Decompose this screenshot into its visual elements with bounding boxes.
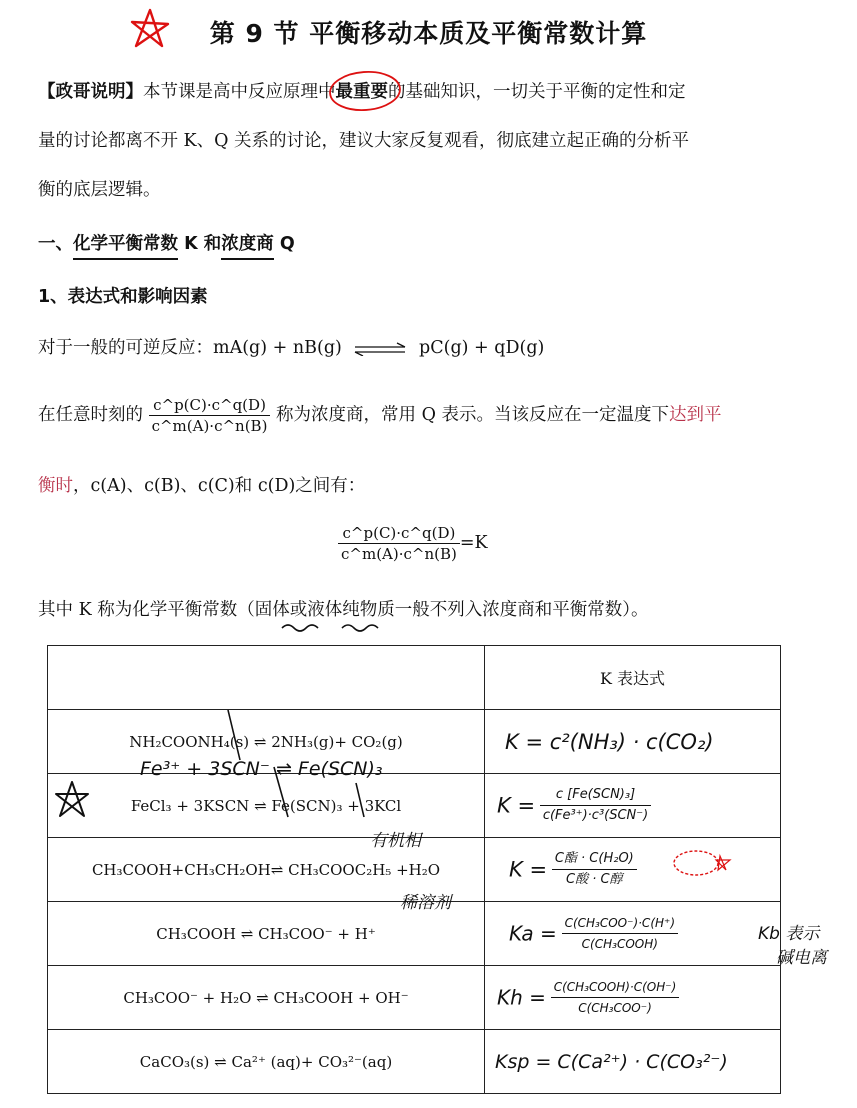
- general-reaction: 对于一般的可逆反应：mA(g) + nB(g) pC(g) + qD(g): [38, 338, 545, 358]
- intro-tag: 【政哥说明】: [38, 82, 143, 102]
- heading-underlined-a: 化学平衡常数: [73, 234, 178, 260]
- k-expression-cell: Ka = $\frac{\text{C(CH₃COO⁻)·C(H⁺)}}{\text{C(CH₃COOH)}}$: [485, 902, 781, 966]
- q-fraction: $\frac{c\^{}p(C)\cdot c\^{}q(D)}{c\^{}m(A)\cdot c\^{}n(B)}$: [149, 396, 271, 435]
- reaction-cell: FeCl₃ + 3KSCN ⇌ Fe(SCN)₃ + 3KCl: [48, 774, 485, 838]
- reaction-cell: CH₃COOH ⇌ CH₃COO⁻ + H⁺: [48, 902, 485, 966]
- hand-drawn-star-icon: [52, 778, 92, 820]
- reaction-cell: NH₂COONH₄(s) ⇌ 2NH₃(g)+ CO₂(g): [48, 710, 485, 774]
- intro-line3: 衡的底层逻辑。: [38, 180, 161, 200]
- intro-paragraph: [38, 80, 828, 108]
- handwritten-note-solvent: 稀溶剂: [400, 893, 451, 913]
- k-expression-cell: K = $\frac{\text{c [Fe(SCN)₃]}}{\text{c(Fe³⁺)·c³(SCN⁻)}}$: [485, 774, 781, 838]
- strike-marks-icon: [218, 705, 368, 825]
- handwritten-ionic-equation: Fe³⁺ + 3SCN⁻ ⇌ Fe(SCN)₃: [140, 758, 383, 780]
- table-row: [48, 1030, 781, 1094]
- k-expression-table: [47, 645, 781, 1094]
- k-definition: 其中 K 称为化学平衡常数（固体或液体纯物质一般不列入浓度商和平衡常数）。: [38, 600, 649, 620]
- reaction-cell: CaCO₃(s) ⇌ Ca²⁺ (aq)+ CO₃²⁻(aq): [48, 1030, 485, 1094]
- q-definition-line2: 衡时，c(A)、c(B)、c(C)和 c(D)之间有：: [38, 476, 366, 496]
- k-equation: $\frac{c\^{}p(C)\cdot c\^{}q(D)}{c\^{}m(A)\cdot c\^{}n(B)}$ =K: [338, 524, 488, 563]
- reaction-cell: CH₃COO⁻ + H₂O ⇌ CH₃COOH + OH⁻: [48, 966, 485, 1030]
- k-expression-cell: K = c²(NH₃) · c(CO₂): [485, 710, 781, 774]
- heading-underlined-b: 浓度商: [221, 234, 274, 260]
- table-header-cell: [48, 646, 485, 710]
- equilibrium-arrow-icon: [353, 342, 407, 356]
- hand-drawn-circle-icon: [672, 848, 732, 878]
- intro-text2: 的基础知识，一切关于平衡的定性和定: [388, 82, 686, 102]
- section-heading: 一、化学平衡常数 K 和浓度商 Q: [38, 230, 295, 255]
- intro-line2: 量的讨论都离不开 K、Q 关系的讨论，建议大家反复观看，彻底建立起正确的分析平: [38, 131, 690, 151]
- subsection-heading: 1、表达式和影响因素: [38, 287, 208, 307]
- k-expression-cell: K = $\frac{\text{C酯 · C(H₂O)}}{\text{C酸 · C醇}}$: [485, 838, 781, 902]
- q-definition: 在任意时刻的 $\frac{c\^{}p(C)\cdot c\^{}q(D)}{c\^{}m(A)\cdot c\^{}n(B)}$ 称为浓度商，常用 Q 表示。当该反应在一定温度下达到平: [38, 396, 722, 435]
- k-expression-cell: Kh = $\frac{\text{C(CH₃COOH)·C(OH⁻)}}{\text{C(CH₃COO⁻)}}$: [485, 966, 781, 1030]
- handwritten-note-kb: Kb 表示 碱电离: [758, 924, 827, 968]
- k-expression-cell: Ksp = C(Ca²⁺) · C(CO₃²⁻): [485, 1030, 781, 1094]
- page-title: 第 9 节 平衡移动本质及平衡常数计算: [209, 19, 648, 48]
- reaction-cell: CH₃COOH+CH₃CH₂OH⇌ CH₃COOC₂H₅ +H₂O: [48, 838, 485, 902]
- table-row: [48, 966, 781, 1030]
- intro-emphasis: 最重要: [336, 80, 389, 104]
- intro-text1: 本节课是高中反应原理中: [143, 82, 336, 102]
- table-header-row: [48, 646, 781, 710]
- wavy-underline-icon: [280, 622, 390, 634]
- table-header-cell: K 表达式: [485, 646, 781, 710]
- handwritten-note-organic: 有机相: [370, 831, 421, 851]
